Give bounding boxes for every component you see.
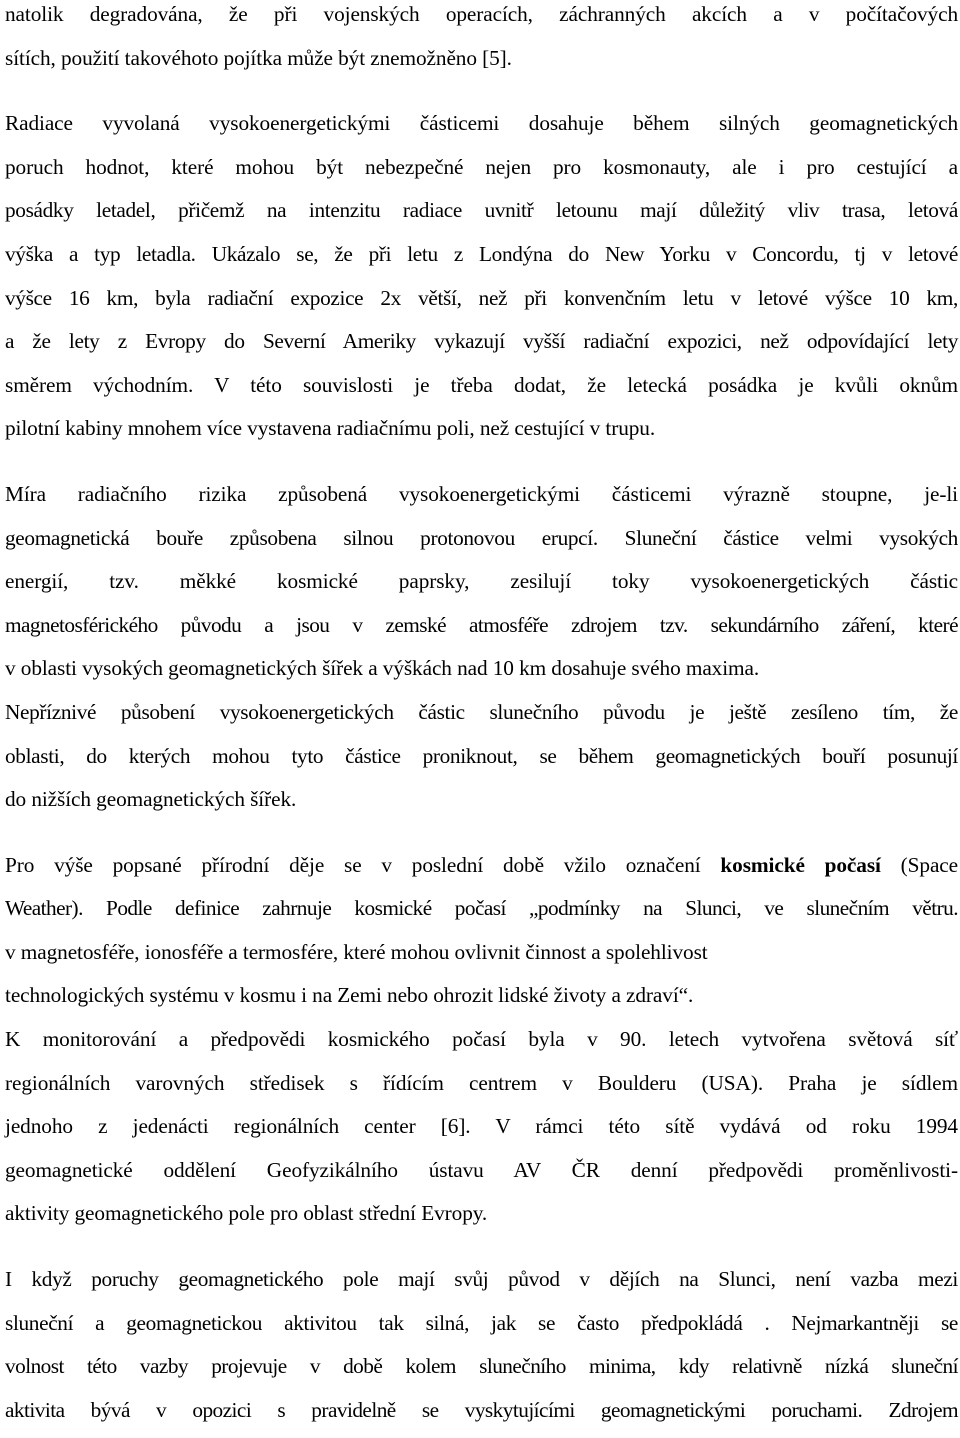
text-line: I když poruchy geomagnetického pole mají svůj původ v dějích na Slunci, není vazba mezi: [5, 1267, 958, 1292]
text-line: Míra radiačního rizika způsobená vysokoenergetickými částicemi výrazně stoupne, je-li: [5, 481, 958, 506]
paragraph-gap: [5, 451, 958, 473]
paragraph-solar-activity: [5, 1258, 958, 1432]
paragraph-gap: [5, 1236, 958, 1258]
document-page: [5, 0, 958, 1432]
text-line: volnost této vazby projevuje v době kolem slunečního minima, kdy relativně nízká sluneční: [5, 1354, 958, 1379]
term-space-weather: kosmické počasí: [720, 852, 881, 877]
text-line: oblasti, do kterých mohou tyto částice proniknout, se během geomagnetických bouří posunují: [5, 743, 958, 768]
paragraph-space-weather: [5, 844, 958, 1236]
paragraph-gap: [5, 80, 958, 102]
text-line: K monitorování a předpovědi kosmického počasí byla v 90. letech vytvořena světová síť: [5, 1027, 958, 1052]
paragraph-risk: [5, 473, 958, 822]
text-line: výšce 16 km, byla radiační expozice 2x větší, než při konvenčním letu v letové výšce 10 km,: [5, 285, 958, 310]
paragraph-gap: [5, 822, 958, 844]
text-line: Weather). Podle definice zahrnuje kosmické počasí „podmínky na Slunci, ve slunečním větru.: [5, 896, 958, 921]
text-line: energií, tzv. měkké kosmické paprsky, zesilují toky vysokoenergetických částic: [5, 569, 958, 594]
text-line: magnetosférického původu a jsou v zemské atmosféře zdrojem tzv. sekundárního záření, které: [5, 612, 958, 637]
text-line: jednoho z jedenácti regionálních center [6]. V rámci této sítě vydává od roku 1994: [5, 1114, 958, 1139]
text-line: aktivity geomagnetického pole pro oblast střední Evropy.: [5, 1201, 488, 1226]
paragraph-continuation: [5, 0, 958, 80]
text-line: regionálních varovných středisek s řídícím centrem v Boulderu (USA). Praha je sídlem: [5, 1070, 958, 1095]
text-line: Nepříznivé působení vysokoenergetických částic slunečního původu je ještě zesíleno tím, že: [5, 699, 958, 724]
text-line: [5, 844, 958, 888]
text-run: (Space: [880, 852, 958, 877]
text-line: v magnetosféře, ionosféře a termosfére, které mohou ovlivnit činnost a spolehlivost: [5, 939, 708, 964]
text-line: technologických systému v kosmu i na Zemi nebo ohrozit lidské životy a zdraví“.: [5, 983, 694, 1008]
text-line: poruch hodnot, které mohou být nebezpečné nejen pro kosmonauty, ale i pro cestující a: [5, 154, 958, 179]
text-line: a že lety z Evropy do Severní Ameriky vykazují vyšší radiační expozici, než odpovídající lety: [5, 329, 958, 354]
paragraph-radiation: [5, 102, 958, 451]
text-line: natolik degradována, že při vojenských operacích, záchranných akcích a v počítačových: [5, 2, 958, 26]
text-line: sítích, použití takovéhoto pojítka může být znemožněno [5].: [5, 45, 512, 70]
text-line: směrem východním. V této souvislosti je třeba dodat, že letecká posádka je kvůli oknům: [5, 372, 958, 397]
text-line: geomagnetické oddělení Geofyzikálního ústavu AV ČR denní předpovědi proměnlivosti-: [5, 1157, 958, 1182]
text-line: sluneční a geomagnetickou aktivitou tak silná, jak se často předpokládá . Nejmarkantněji se: [5, 1310, 958, 1335]
text-line: výška a typ letadla. Ukázalo se, že při letu z Londýna do New Yorku v Concordu, tj v letové: [5, 241, 958, 266]
text-line: aktivita bývá v opozici s pravidelně se vyskytujícími geomagnetickými poruchami. Zdrojem: [5, 1397, 958, 1422]
text-line: Radiace vyvolaná vysokoenergetickými částicemi dosahuje během silných geomagnetických: [5, 111, 958, 136]
text-line: posádky letadel, přičemž na intenzitu radiace uvnitř letounu mají důležitý vliv trasa, letová: [5, 198, 958, 223]
text-line: geomagnetická bouře způsobena silnou protonovou erupcí. Sluneční částice velmi vysokých: [5, 525, 958, 550]
text-line: pilotní kabiny mnohem více vystavena radiačnímu poli, než cestující v trupu.: [5, 416, 656, 441]
text-line: v oblasti vysokých geomagnetických šířek a výškách nad 10 km dosahuje svého maxima.: [5, 656, 760, 681]
text-line: do nižších geomagnetických šířek.: [5, 787, 297, 812]
text-run: Pro výše popsané přírodní děje se v poslední době vžilo označení: [5, 852, 721, 877]
